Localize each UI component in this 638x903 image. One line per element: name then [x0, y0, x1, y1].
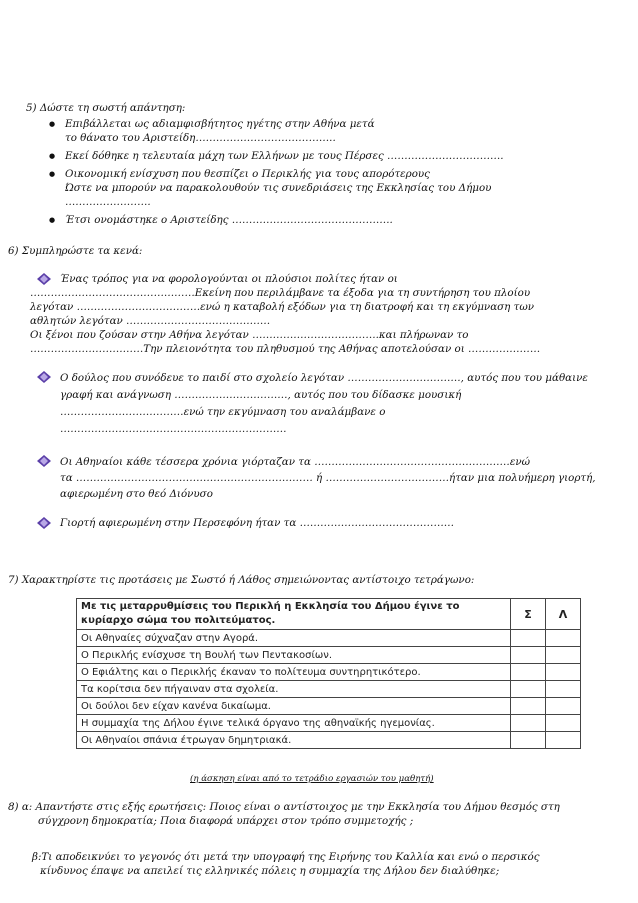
column-header-correct: Σ: [511, 599, 546, 630]
fill-paragraph-persephone: [8, 516, 628, 530]
answer-box-wrong[interactable]: [546, 715, 581, 732]
statement-cell: Ο Περικλής ενίσχυσε τη Βουλή των Πεντακοσίων.: [77, 647, 511, 664]
paragraph-line: λεγόταν ………………………………ενώ η καταβολή εξόδων για τη διατροφή και τη εκγύμναση των: [30, 301, 534, 313]
list-item-text: ● Επιβάλλεται ως αδιαμφισβήτητος ηγέτης στην Αθήνα μετά: [65, 118, 375, 130]
paragraph-line: Γιορτή αφιερωμένη στην Περσεφόνη ήταν τα ………………………………………: [60, 517, 455, 529]
question-7-title: 7) Χαρακτηρίστε τις προτάσεις με Σωστό ή Λάθος σημειώνοντας αντίστοιχο τετράγωνο:: [8, 574, 475, 586]
question-6-title: 6) Συμπληρώστε τα κενά:: [8, 245, 143, 257]
question-7: [8, 573, 628, 587]
question-5-title: 5) Δώστε τη σωστή απάντηση:: [26, 102, 186, 114]
statement-cell: Οι Αθηναίοι σπάνια έτρωγαν δημητριακά.: [77, 732, 511, 749]
list-item-text: Ώστε να μπορούν να παρακολουθούν τις συνεδριάσεις της Εκκλησίας του Δήμου: [65, 182, 492, 194]
question-6: [8, 244, 628, 530]
list-item-text: …………………….: [65, 196, 151, 208]
answer-box-correct[interactable]: [511, 664, 546, 681]
question-5-list: [26, 117, 626, 227]
paragraph-line: αφιερωμένη στο θεό Διόνυσο: [60, 488, 213, 500]
answer-box-wrong[interactable]: [546, 630, 581, 647]
paragraph-line: …………………………………………Εκείνη που περιλάμβανε τα έξοδα για τη συντήρηση του πλοίου: [30, 287, 531, 299]
statement-cell: Οι δούλοι δεν είχαν κανένα δικαίωμα.: [77, 698, 511, 715]
answer-box-correct[interactable]: [511, 630, 546, 647]
table-row: [77, 698, 581, 715]
diamond-bullet-icon: [37, 273, 51, 285]
paragraph-line: αθλητών λεγόταν ……………………………………: [30, 315, 271, 327]
table-row: [77, 681, 581, 698]
answer-box-correct[interactable]: [511, 647, 546, 664]
paragraph-line: ……………………………Την πλειονότητα του πληθυσμού της Αθήνας αποτελούσαν οι …………………: [30, 343, 541, 355]
fill-paragraph-festivals: [8, 454, 628, 502]
list-item-text: ● Εκεί δόθηκε η τελευταία μάχη των Ελλήνων με τους Πέρσες …………………………….: [65, 150, 504, 162]
statement-cell: Ο Εφιάλτης και ο Περικλής έκαναν το πολίτευμα συντηρητικότερο.: [77, 664, 511, 681]
answer-box-correct[interactable]: [511, 698, 546, 715]
paragraph-line: ………………………………ενώ την εκγύμναση του αναλάμβανε ο: [60, 406, 386, 418]
statement-cell: Τα κορίτσια δεν πήγαιναν στα σχολεία.: [77, 681, 511, 698]
question-8a: [8, 800, 622, 828]
fill-paragraph-taxes: [8, 272, 628, 286]
table-row: [77, 715, 581, 732]
table-row: [77, 630, 581, 647]
answer-box-wrong[interactable]: [546, 732, 581, 749]
statement-cell: Οι Αθηναίες σύχναζαν στην Αγορά.: [77, 630, 511, 647]
answer-box-wrong[interactable]: [546, 698, 581, 715]
diamond-bullet-icon: [37, 517, 51, 529]
paragraph-line: Οι Αθηναίοι κάθε τέσσερα χρόνια γιόρταζαν τα …………………………………………………ενώ: [60, 456, 531, 468]
column-header-wrong: Λ: [546, 599, 581, 630]
answer-box-wrong[interactable]: [546, 664, 581, 681]
table-row: [77, 732, 581, 749]
fill-paragraph-slaves: [8, 370, 628, 438]
question-8b: [32, 850, 632, 878]
diamond-bullet-icon: [37, 455, 51, 467]
question-8b-line: κίνδυνος έπαψε να απειλεί τις ελληνικές πόλεις η συμμαχία της Δήλου δεν διαλύθηκε;: [40, 865, 500, 877]
paragraph-line: τα …………………………………………………………… ή ………………………………ήταν μια πολυήμερη γιορτή,: [60, 472, 596, 484]
question-8b-line: β:Τι αποδεικνύει το γεγονός ότι μετά την υπογραφή της Ειρήνης του Καλλία και ενώ ο περσικός: [32, 851, 540, 863]
question-8a-line: σύγχρονη δημοκρατία; Ποια διαφορά υπάρχει στον τρόπο συμμετοχής ;: [38, 815, 414, 827]
answer-box-correct[interactable]: [511, 681, 546, 698]
paragraph-line: …………………………………………………………: [60, 423, 287, 435]
list-item: [65, 167, 626, 209]
list-item-text: ● Έτσι ονομάστηκε ο Αριστείδης ………………………………………..: [65, 214, 393, 226]
table-header-row: [77, 599, 581, 630]
paragraph-line: γραφή και ανάγνωση ……………………………, αυτός που του δίδασκε μουσική: [60, 389, 462, 401]
list-item-text: το θάνατο του Αριστείδη…………………………………..: [65, 132, 336, 144]
diamond-bullet-icon: [37, 371, 51, 383]
table-caption: (η άσκηση είναι από το τετράδιο εργασιών του μαθητή): [190, 774, 434, 784]
table-row: [77, 647, 581, 664]
table-row: [77, 664, 581, 681]
answer-box-correct[interactable]: [511, 715, 546, 732]
list-item-text: ● Οικονομική ενίσχυση που θεσπίζει ο Περικλής για τους απορότερους: [65, 168, 430, 180]
list-item: [65, 149, 626, 163]
table-header-statement: Με τις μεταρρυθμίσεις του Περικλή η Εκκλησία του Δήμου έγινε το κυρίαρχο σώμα του πολιτεύματος.: [77, 599, 511, 630]
question-5: [26, 101, 626, 231]
paragraph-line: Ο δούλος που συνόδευε το παιδί στο σχολείο λεγόταν ……………………………, αυτός που του μάθαινε: [60, 372, 588, 384]
question-8a-line: 8) α: Απαντήστε στις εξής ερωτήσεις: Ποιος είναι ο αντίστοιχος με την Εκκλησία του Δήμου θεσμός στη: [8, 801, 560, 813]
paragraph-line: Ένας τρόπος για να φορολογούνται οι πλούσιοι πολίτες ήταν οι: [60, 273, 398, 285]
statement-cell: Η συμμαχία της Δήλου έγινε τελικά όργανο της αθηναϊκής ηγεμονίας.: [77, 715, 511, 732]
list-item: [65, 117, 626, 145]
list-item: [65, 213, 626, 227]
paragraph-line: Οι ξένοι που ζούσαν στην Αθήνα λεγόταν ……………………………….και πλήρωναν το: [30, 329, 469, 341]
answer-box-wrong[interactable]: [546, 647, 581, 664]
true-false-table: [76, 598, 581, 768]
answer-box-correct[interactable]: [511, 732, 546, 749]
answer-box-wrong[interactable]: [546, 681, 581, 698]
